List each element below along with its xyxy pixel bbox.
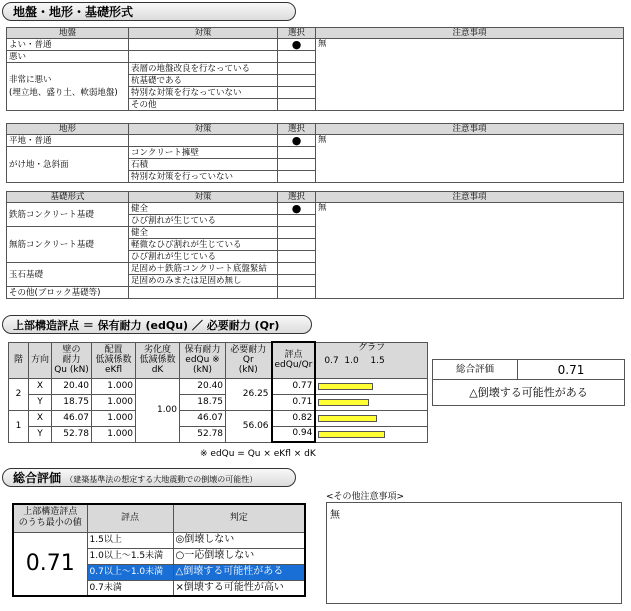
score-value: 0.77 [272,378,316,394]
measure-label: 特別な対策を行っていない [129,171,278,183]
select-mark[interactable]: ● [278,203,316,215]
ekfl-value: 1.000 [92,426,136,442]
foundation-label: その他(ブロック基礎等) [7,287,129,299]
graph-cell [315,410,427,426]
graph-cell [315,394,427,410]
structure-table [8,341,428,443]
score-bar [318,415,376,422]
measure-label: コンクリート擁壁 [129,147,278,159]
score-value: 0.82 [272,410,316,426]
select-header: 選択 [278,192,316,203]
terrain-table [6,123,624,183]
terrain-note: 無 [316,135,624,183]
qu-value: 20.40 [52,378,92,394]
direction-label: Y [29,394,52,410]
qu-value: 46.07 [52,410,92,426]
ground-header: 地盤 [7,28,129,39]
score-bar [318,383,373,390]
select-mark[interactable]: ● [278,39,316,51]
ground-label-soft: 非常に悪い (埋立地、盛り土、軟弱地盤) [7,63,129,111]
select-header: 選択 [278,28,316,39]
select-cell[interactable] [278,75,316,87]
select-cell[interactable] [278,215,316,227]
edqu-header: 保有耐力 edQu ※ (kN) [180,342,226,378]
score-value: 0.71 [272,394,316,410]
judgement: ○一応倒壊しない [173,548,305,564]
measure-label: ひび割れが生じている [129,251,278,263]
measure-header: 対策 [129,192,278,203]
measure-header: 対策 [129,124,278,135]
select-cell[interactable] [278,287,316,299]
judgement: ◎倒壊しない [173,532,305,548]
formula-footnote: ※ edQu = Qu × eKfl × dK [200,449,316,459]
min-value-header: 上部構造評点 のうち最小の値 [13,504,87,532]
select-cell[interactable] [278,63,316,75]
dk-header: 劣化度 低減係数 dK [136,342,180,378]
final-table [12,503,306,597]
select-cell[interactable] [278,159,316,171]
scale-tick: 1.0 [344,355,359,366]
measure-label: 健全 [129,227,278,239]
summary-text: △倒壊する可能性がある [433,380,625,406]
notes-header: 注意事項 [316,192,624,203]
terrain-label-slope: がけ地・急斜面 [7,147,129,183]
judgement: ×倒壊する可能性が高い [173,580,305,596]
graph-header [315,342,427,378]
measure-header: 対策 [129,28,278,39]
direction-label: X [29,410,52,426]
graph-scale [316,354,427,368]
overall-title: 総合評価 [13,471,62,485]
select-mark[interactable]: ● [278,135,316,147]
graph-cell [315,378,427,394]
measure-label: ひび割れが生じている [129,215,278,227]
foundation-note: 無 [316,203,624,299]
score-range: 1.0以上～1.5未満 [87,548,173,564]
select-header: 選択 [278,124,316,135]
ground-label: 悪い [7,51,129,63]
score-range: 0.7未満 [87,580,173,596]
select-cell[interactable] [278,263,316,275]
select-cell[interactable] [278,239,316,251]
select-cell[interactable] [278,87,316,99]
select-cell[interactable] [278,99,316,111]
edqu-value: 18.75 [180,394,226,410]
measure-label: 足固めのみまたは足固め無し [129,275,278,287]
score-range: 1.5以上 [87,532,173,548]
scale-tick: 0.7 [324,355,339,366]
summary-label: 総合評価 [433,360,518,380]
qr-value: 56.06 [226,410,272,442]
qr-value: 26.25 [226,378,272,410]
direction-label: Y [29,426,52,442]
select-cell[interactable] [278,51,316,63]
terrain-label: 平地・普通 [7,135,129,147]
ekfl-value: 1.000 [92,410,136,426]
measure-label: 足固め＋鉄筋コンクリート底盤緊結 [129,263,278,275]
ekfl-header: 配置 低減係数 eKfl [92,342,136,378]
ekfl-value: 1.000 [92,378,136,394]
measure-label: 表層の地盤改良を行なっている [129,63,278,75]
measure-label: 健全 [129,203,278,215]
measure-label: 軽微なひび割れが生じている [129,239,278,251]
section-title-structure: 上部構造評点 ＝ 保有耐力 (edQu) ／ 必要耐力 (Qr) [2,315,312,334]
score-bar [318,431,385,438]
ground-table [6,27,624,111]
edqu-value: 46.07 [180,410,226,426]
notes-header: 注意事項 [316,28,624,39]
floor-label: 2 [9,378,29,410]
notes-header: 注意事項 [316,124,624,135]
other-notes-box[interactable]: 無 [326,502,622,604]
foundation-table [6,191,624,299]
summary-value: 0.71 [518,360,625,380]
direction-header: 方向 [29,342,52,378]
score-range-header: 評点 [87,504,173,532]
other-notes-label: <その他注意事項> [326,492,405,502]
graph-title: グラフ [358,342,386,353]
score-header: 評点 edQu/Qr [272,342,316,378]
qu-value: 18.75 [52,394,92,410]
measure-label: その他 [129,99,278,111]
judgement-selected: △倒壊する可能性がある [173,564,305,580]
ekfl-value: 1.000 [92,394,136,410]
ground-note: 無 [316,39,624,111]
direction-label: X [29,378,52,394]
score-range-selected: 0.7以上～1.0未満 [87,564,173,580]
section-title-overall [2,468,296,487]
terrain-header: 地形 [7,124,129,135]
measure-label: 石積 [129,159,278,171]
select-cell[interactable] [278,251,316,263]
floor-header: 階 [9,342,29,378]
qr-header: 必要耐力 Qr (kN) [226,342,272,378]
foundation-label: 玉石基礎 [7,263,129,287]
final-score: 0.71 [13,532,87,596]
graph-cell [315,426,427,442]
dk-value: 1.00 [136,378,180,442]
scale-tick: 1.5 [370,355,385,366]
edqu-value: 52.78 [180,426,226,442]
score-value: 0.94 [272,426,316,442]
score-bar [318,399,368,406]
foundation-header: 基礎形式 [7,192,129,203]
qu-header: 壁の 耐力 Qu (kN) [52,342,92,378]
floor-label: 1 [9,410,29,442]
select-cell[interactable] [278,275,316,287]
section-title-ground: 地盤・地形・基礎形式 [2,2,296,21]
select-cell[interactable] [278,147,316,159]
summary-box [432,359,625,406]
ground-label: よい・普通 [7,39,129,51]
edqu-value: 20.40 [180,378,226,394]
foundation-label: 無筋コンクリート基礎 [7,227,129,263]
measure-label: 杭基礎である [129,75,278,87]
overall-subtitle: （建築基準法の想定する大地震動での倒壊の可能性） [65,475,258,484]
qu-value: 52.78 [52,426,92,442]
select-cell[interactable] [278,227,316,239]
judgement-header: 判定 [173,504,305,532]
select-cell[interactable] [278,171,316,183]
measure-label: 特別な対策を行なっていない [129,87,278,99]
foundation-label: 鉄筋コンクリート基礎 [7,203,129,227]
